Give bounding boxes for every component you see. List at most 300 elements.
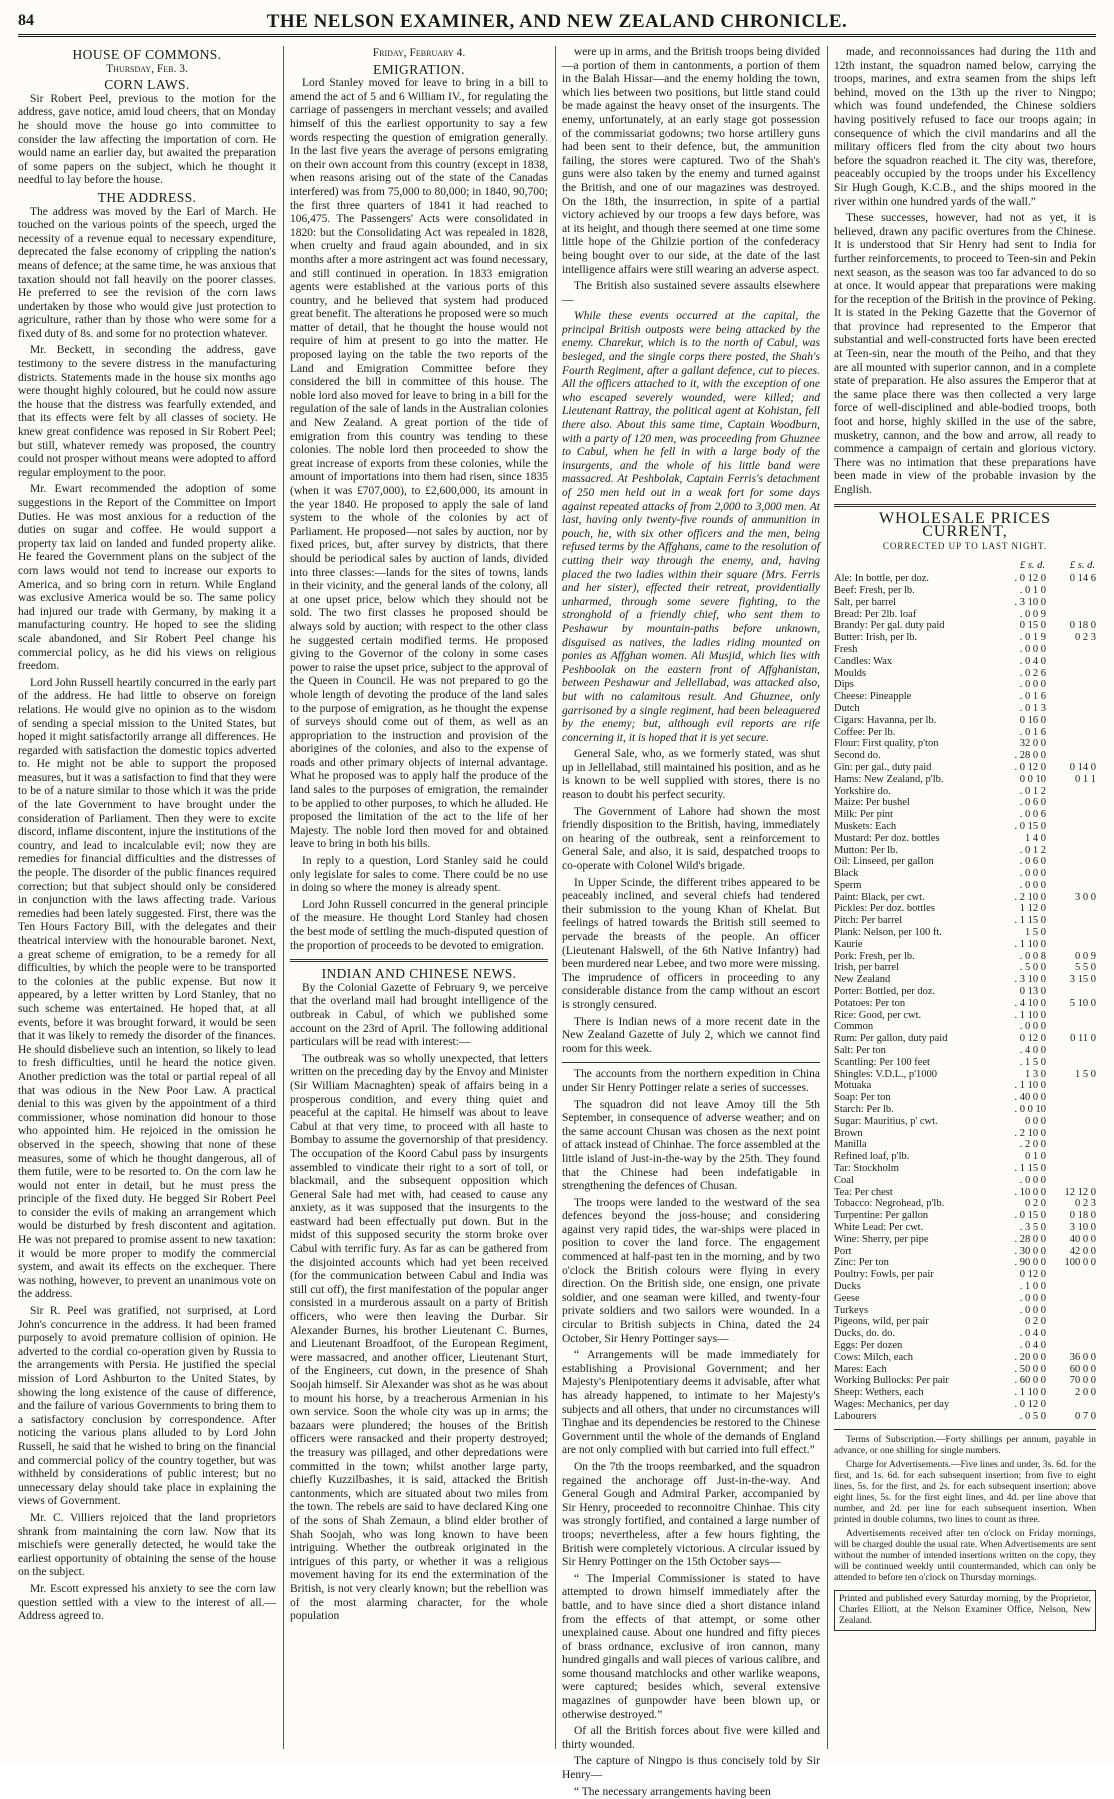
paragraph: Sir R. Peel was gratified, not surprised, at Lord John's concurrence in the address. It had been framed purposely to avoid premature collision of opinion. He adverted to the cordial co-operation given by Russia to the arrangements with Persia. He justified the special mission of Lord Ashburton to the United States, by showing the long existence of the cause of difference, and the failure of various Governments to bring them to a satisfactory conclusion by correspondence. After noticing the various plans alluded to by Lord John Russell, he said that he wished to bring on the financial and commercial policy of the country together, but was withheld by considerations of public interest; but no unnecessary delay should take place in explaining the views of Government. [18, 1305, 276, 1508]
price-item: Porter: Bottled, per doz. [834, 986, 936, 998]
price-to: 0 14 0 [1069, 761, 1096, 773]
price-row [834, 1316, 1096, 1328]
price-from: 0 12 0 [1019, 1269, 1047, 1281]
price-item: Dips [834, 679, 854, 691]
price-item: Salt: Per ton [834, 1045, 886, 1057]
prices-table [834, 559, 1096, 1422]
price-from: . 4 0 0 [1019, 1045, 1047, 1057]
price-from: . 1 15 0 [1014, 915, 1047, 927]
price-from: . 0 15 0 [1014, 1210, 1047, 1222]
price-to: 0 18 0 [1069, 1210, 1096, 1222]
currency-header-to: £ s. d. [1069, 560, 1095, 572]
price-to [1046, 750, 1096, 762]
price-item: Butter: Irish, per lb. [834, 632, 918, 644]
price-row [834, 962, 1096, 974]
price-to [1046, 597, 1096, 609]
price-row [834, 715, 1096, 727]
paragraph: “ Arrangements will be made immediately for establishing a Provisional Government; and her Majesty's Plenipotentiary deems it advisable, after what has already happened, to intimate to her Majesty's subjects and all others, that under no circumstances will Tinghae and its dependencies be restored to the Chinese Government until the whole of the demands of England are not only complied with but carried into full effect.” [562, 1349, 820, 1457]
price-row [834, 620, 1096, 632]
price-item: Beef: Fresh, per lb. [834, 584, 915, 596]
price-to: 0 14 6 [1069, 573, 1096, 585]
price-item: Coal [834, 1174, 854, 1186]
price-row [834, 1057, 1096, 1069]
price-item: Irish, per barrel [834, 962, 900, 974]
price-to: 12 12 0 [1064, 1186, 1096, 1198]
price-item: Mares: Each [834, 1363, 887, 1375]
section-divider [562, 1062, 820, 1063]
price-item: Cheese: Pineapple [834, 691, 912, 703]
price-to: 0 1 1 [1075, 773, 1096, 785]
paragraph: Mr. Escott expressed his anxiety to see the corn law question settled with a view to the interest of all.—Address agreed to. [18, 1582, 276, 1623]
price-row [834, 1222, 1096, 1234]
price-row [834, 1375, 1096, 1387]
price-to [1046, 1128, 1096, 1140]
price-to: 0 2 3 [1075, 1198, 1096, 1210]
price-item: Kaurie [834, 938, 863, 950]
price-to: 1 5 0 [1075, 1068, 1096, 1080]
price-item: Coffee: Per lb. [834, 726, 896, 738]
price-to [1046, 856, 1096, 868]
paragraph: Mr. Beckett, in seconding the address, gave testimony to the severe distress in the manufacturing districts. Statements made in the house six months ago were thought highly coloured, but he could now assure the house that the distress was fearfully extended, and that its effects were felt by all classes of society. He knew great confidence was reposed in Sir Robert Peel; but still, whatever remedy was proposed, the country could not prosper without means were adopted to afford regular employment to the poor. [18, 344, 276, 479]
price-row [834, 1257, 1096, 1269]
price-item: Fresh [834, 643, 858, 655]
price-from: . 1 5 0 [1019, 1056, 1047, 1068]
paragraph: These successes, however, had not as yet, it is believed, drawn any pacific overtures from the Chinese. It is understood that Sir Henry had sent to India for further reinforcements, to proceed to Teen-sin and Pekin next season, as the season was too far advanced to do so at once. It would appear that preparations were making for the reception of the British in the province of Peking. It is stated in the Peking Gazette that the Governor of that province had represented to the Emperor that substantial and well-constructed forts have been erected at Teen-sin, near the mouth of the Peiho, and that they are all mounted with superior cannon, and in a complete state of preparation. He also assures the Emperor that at the same place there was then collected a very large force of well-disciplined and able-bodied troops, both foot and horse, highly skilled in the use of the sabre, musketry, cannon, and the bow and arrow, all ready to commence a campaign of certain and glorious victory. There was no intimation that these preparations have been made in view of the probable invasion by the English. [834, 212, 1096, 496]
price-to [1046, 1316, 1096, 1328]
price-from: . 60 0 0 [1014, 1375, 1047, 1387]
price-row [834, 1198, 1096, 1210]
price-row [834, 998, 1096, 1010]
price-to [1046, 703, 1096, 715]
price-from: . 1 10 0 [1014, 938, 1047, 950]
prices-header-row [834, 559, 1096, 573]
price-from: . 0 6 0 [1019, 797, 1047, 809]
price-to [1046, 833, 1096, 845]
price-to: 0 7 0 [1075, 1410, 1096, 1422]
price-to [1046, 821, 1096, 833]
paragraph: Of all the British forces about five were killed and thirty wounded. [562, 1725, 820, 1751]
advertisement-notice: Advertisements received after ten o'clock on Friday mornings, will be charged double the usual rate. When Advertisements are sent without the number of intended insertions written on the copy, they will be continued weekly until countermanded, which can only be attended to before ten o'clock on Thursday mornings. [834, 1528, 1096, 1583]
price-from: . 1 10 0 [1014, 1080, 1047, 1092]
price-from: . 2 10 0 [1014, 1127, 1047, 1139]
price-to [1046, 1057, 1096, 1069]
section-divider [834, 504, 1096, 507]
price-item: Moulds [834, 667, 867, 679]
price-row [834, 1139, 1096, 1151]
subscription-terms: Terms of Subscription.—Forty shillings per annum, payable in advance, or one shilling for single numbers. [834, 1434, 1096, 1456]
price-row [834, 1021, 1096, 1033]
paragraph: Sir Robert Peel, previous to the motion for the address, gave notice, amid loud cheers, that on Monday he should move the house go into committee to consider the law affecting the importation of corn. He would name an earlier day, but awaited the preparation of some papers on the subject, which he thought it needful to lay before the house. [18, 92, 276, 187]
price-item: Mustard: Per doz. bottles [834, 832, 940, 844]
price-item: Pork: Fresh, per lb. [834, 950, 915, 962]
price-from: . 28 0 0 [1014, 1233, 1047, 1245]
paragraph: were up in arms, and the British troops being divided—a portion of them in cantonments, a portion of them in the Balah Hissar—and the enemy holding the town, which lies between two positions, but little stand could be made against the heavy onset of the insurgents. The enemy, unfortunately, at an early stage got possession of the commissariat godowns; two horse artillery guns had been sent to their defence, but, the ammunition failing, the stores were captured. Two of the Shah's guns were also taken by the enemy and turned against the British, and one of our magazines was destroyed. On the 18th, the insurrection, in spite of a partial victory achieved by our troops a few days before, was at its height, and though there seemed at one time some little hope of the Ghilzie portion of the confederacy being bought over to our side, at the date of the last intelligence affairs were still wearing an adverse aspect. [562, 46, 820, 276]
price-row [834, 597, 1096, 609]
price-from: . 3 10 0 [1014, 974, 1047, 986]
price-item: Zinc: Per ton [834, 1257, 889, 1269]
price-row [834, 1033, 1096, 1045]
price-to [1046, 1139, 1096, 1151]
price-item: Refined loaf, p'lb. [834, 1151, 910, 1163]
paragraph: The squadron did not leave Amoy till the 5th September, in consequence of adverse weather; and on the same account Chusan was chosen as the next point of attack instead of Chinhae. The force assembled at the little island of Just-in-the-way by the 25th. They found that the Chinese had been indefatigable in strengthening the defences of Chusan. [562, 1098, 820, 1193]
paragraph: The troops were landed to the westward of the sea defences beyond the joss-house; and considering against very rapid tides, the war-ships were placed in position to cover the land force. The engagement commenced at half-past ten in the morning, and by two o'clock the British colours were flying in every direction. On the British side, one ensign, one private soldier, and one seaman were killed, and twenty-four private soldiers and two sailors were wounded. In a circular to British subjects in China, dated the 24 October, Sir Henry Pottinger says— [562, 1196, 820, 1345]
price-item: Brown [834, 1127, 863, 1139]
price-from: 0 2 0 [1025, 1198, 1047, 1210]
price-from: . 0 4 0 [1019, 1328, 1047, 1340]
column-2 [290, 46, 548, 1751]
price-item: Yorkshire do. [834, 785, 891, 797]
price-item: Milk: Per pint [834, 809, 893, 821]
price-from: . 0 0 0 [1019, 679, 1047, 691]
price-item: Manilla [834, 1139, 867, 1151]
price-from: . 90 0 0 [1014, 1257, 1047, 1269]
price-to: 2 0 0 [1075, 1387, 1096, 1399]
price-row [834, 1387, 1096, 1399]
price-row [834, 1364, 1096, 1376]
price-from: 1 4 0 [1025, 832, 1047, 844]
price-row [834, 868, 1096, 880]
price-row [834, 1352, 1096, 1364]
price-to: 0 18 0 [1069, 620, 1096, 632]
price-to [1046, 880, 1096, 892]
price-row [834, 1080, 1096, 1092]
paragraph: “ The necessary arrangements having been [574, 1785, 771, 1798]
price-item: Eggs: Per dozen [834, 1339, 903, 1351]
price-from: . 5 0 0 [1019, 962, 1047, 974]
price-row [834, 679, 1096, 691]
price-to: 70 0 0 [1069, 1375, 1096, 1387]
price-row [834, 1187, 1096, 1199]
price-row [834, 903, 1096, 915]
paragraph: In Upper Scinde, the different tribes appeared to be peaceably inclined, and several chiefs had tendered their submission to the young Khan of Khelat. But feelings of hatred towards the British still seemed to pervade the breasts of the people. An officer (Lieutenant Halswell, of the 6th Native Infantry) had been murdered near Lebee, and two more were missing. The imprudence of officers in proceeding to any considerable distance from the camp without an escort is strongly censured. [562, 876, 821, 1011]
price-row [834, 880, 1096, 892]
price-to: 5 5 0 [1075, 962, 1096, 974]
price-to: 0 0 9 [1075, 950, 1096, 962]
price-from: . 28 0 0 [1014, 750, 1047, 762]
prices-subtitle: CORRECTED UP TO LAST NIGHT. [882, 540, 1048, 551]
price-from: . 4 10 0 [1014, 997, 1047, 1009]
price-row [834, 1092, 1096, 1104]
price-item: Port [834, 1245, 852, 1257]
price-row [834, 845, 1096, 857]
price-from: 1 3 0 [1025, 1068, 1047, 1080]
the-address-heading: THE ADDRESS. [97, 189, 197, 205]
price-row [834, 1293, 1096, 1305]
price-row [834, 939, 1096, 951]
price-row [834, 1246, 1096, 1258]
price-from: . 3 10 0 [1014, 596, 1047, 608]
price-item: Turkeys [834, 1304, 869, 1316]
paper-title: THE NELSON EXAMINER, AND NEW ZEALAND CHRONICLE. [266, 11, 848, 32]
price-from: 1 12 0 [1019, 903, 1047, 915]
price-item: Rum: Per gallon, duty paid [834, 1033, 948, 1045]
price-item: Wine: Sherry, per pipe [834, 1233, 929, 1245]
price-to [1046, 691, 1096, 703]
price-from: 0 12 0 [1019, 1033, 1047, 1045]
price-item: Candles: Wax [834, 655, 893, 667]
price-to [1046, 738, 1096, 750]
price-row [834, 1305, 1096, 1317]
price-to [1046, 845, 1096, 857]
price-item: Mutton: Per lb. [834, 844, 898, 856]
price-to [1046, 1151, 1096, 1163]
price-row [834, 915, 1096, 927]
price-from: . 0 4 0 [1019, 655, 1047, 667]
price-item: Sugar: Mauritius, p' cwt. [834, 1115, 938, 1127]
price-item: Salt, per barrel [834, 596, 897, 608]
price-row [834, 727, 1096, 739]
price-item: Black [834, 868, 859, 880]
price-from: . 40 0 0 [1014, 1092, 1047, 1104]
section-divider [290, 959, 548, 962]
page-number: 84 [18, 12, 34, 29]
price-to: 5 10 0 [1069, 997, 1096, 1009]
price-row [834, 1128, 1096, 1140]
column-divider [827, 46, 828, 1749]
price-from: . 50 0 0 [1014, 1363, 1047, 1375]
price-item: Working Bullocks: Per pair [834, 1375, 949, 1387]
price-row [834, 609, 1096, 621]
price-item: Sperm [834, 879, 862, 891]
price-from: . 0 0 0 [1019, 1304, 1047, 1316]
paragraph: Lord John Russell concurred in the general principle of the measure. He thought Lord Stanley had chosen the best mode of settling the much-disputed question of the proportion of proceeds to be devoted to emigration. [290, 898, 548, 952]
price-from: . 0 0 0 [1019, 879, 1047, 891]
column-4 [834, 46, 1096, 1751]
price-item: Poultry: Fowls, per pair [834, 1269, 934, 1281]
price-to [1046, 1293, 1096, 1305]
price-to: 3 0 0 [1075, 891, 1096, 903]
price-from: . 0 6 0 [1019, 856, 1047, 868]
price-from: . 1 15 0 [1014, 1163, 1047, 1175]
price-row [834, 691, 1096, 703]
price-from: . 30 0 0 [1014, 1245, 1047, 1257]
price-to [1046, 1328, 1096, 1340]
price-to: 42 0 0 [1069, 1245, 1096, 1257]
price-row [834, 821, 1096, 833]
price-item: Scantling: Per 100 feet [834, 1056, 930, 1068]
price-from: . 0 0 0 [1019, 1174, 1047, 1186]
price-to [1046, 585, 1096, 597]
price-item: White Lead: Per cwt. [834, 1222, 924, 1233]
price-from: . 0 0 0 [1019, 1292, 1047, 1304]
price-item: Dutch [834, 702, 860, 714]
paragraph: There is Indian news of a more recent date in the New Zealand Gazette of July 2, which we cannot find room for this week. [562, 1015, 820, 1055]
price-to: 36 0 0 [1069, 1351, 1096, 1363]
price-from: . 0 0 0 [1019, 643, 1047, 655]
price-row [834, 774, 1096, 786]
prices-title: WHOLESALE PRICES CURRENT, [879, 509, 1051, 541]
price-to [1046, 1399, 1096, 1411]
price-item: Sheep: Wethers, each [834, 1387, 924, 1399]
price-item: Pitch: Per barrel [834, 915, 903, 927]
price-item: Turpentine: Per gallon [834, 1210, 929, 1222]
price-to [1046, 1045, 1096, 1057]
price-from: . 1 0 0 [1019, 1280, 1047, 1292]
price-row [834, 1010, 1096, 1022]
price-row [834, 986, 1096, 998]
price-row [834, 668, 1096, 680]
price-row [834, 1411, 1096, 1423]
price-item: Rice: Good, per cwt. [834, 1009, 922, 1021]
price-item: Ale: In bottle, per doz. [834, 573, 930, 585]
price-row [834, 656, 1096, 668]
price-from: 1 5 0 [1025, 927, 1047, 939]
paragraph: Mr. Ewart recommended the adoption of some suggestions in the Report of the Committee on Import Duties. He was most anxious for a reduction of the duties on sugar and coffee. He would support a property tax laid on landed and funded property alike. He feared the Government plans on the subject of the corn laws would not tend to increase our exports to America, and so bring corn in return. While England was exclusive America would be so. The same policy had injured our trade with Germany, by making it a manufacturing country. He hoped to see the sliding scale abandoned, and Sir Robert Peel change his commercial policy, as he did his views on religious freedom. [18, 483, 276, 673]
price-to [1046, 1010, 1096, 1022]
price-row [834, 762, 1096, 774]
session-date: Friday, February 4. [372, 47, 466, 59]
price-row [834, 573, 1096, 585]
paragraph: Lord John Russell heartily concurred in the early part of the address. He had little to observe on foreign relations. He would give no opinion as to the wisdom of sending a special mission to the United States, but hoped it might satisfactorily arrange all differences. He regarded with satisfaction the domestic topics adverted to. He might not be able to support the proposed measures, but it was a satisfaction to find that they were to be of a nature similar to those which it was the pride of the late Government to have brought under the consideration of Parliament. Then they were to excite discord, inflame discontent, injure the institutions of the country, and lead to incalculable evil; now they are remedies for financial difficulties and the distresses of the people. The disorder of the public finances required correction; but that subject should only be considered in conjunction with the laws affecting trade. Various remedies had been lately suggested. First, there was the Ten Hours Factory Bill, with the delegates and their theatrical interview with the honourable baronet. Next, a great scheme of emigration, to be a remedy for all difficulties, by which the people were to be transported to the colonies at the public expense. But now it appeared, by a letter written by Lord Stanley, that no such scheme was entertained. He hoped that, at all events, before it was brought forward, it would be seen that it was likely to remedy the disorder of the finances. He should disbelieve such an intention, so likely to lead to fresh difficulties, until he heard the notice given. Another prediction was the total or partial repeal of all that was odious in the New Poor Law. A practical denial to this was given by the appointment of a third commissioner, whose nomination did honour to those who appointed him. He rejoiced in the omission he observed in the speech, showing that none of these measures, some of which he thought dangerous, all of them futile, were to be resorted to. On the corn law he would not enter in detail, but he must press the principle of the fixed duty. He begged Sir Robert Peel to consider the evils of making an arrangement which would be disturbed by fresh discontent and agitation. He was not prepared to promise assent to new taxation: it would be more proper to modify the commercial system, and await its effects on the exchequer. There was nothing, however, to prevent an unanimous vote on the address. [18, 676, 276, 1301]
price-item: Brandy: Per gal. duty paid [834, 620, 945, 632]
corn-laws-heading: CORN LAWS. [104, 77, 190, 93]
price-item: Ducks, do. do. [834, 1328, 895, 1340]
price-from: . 0 5 0 [1019, 1410, 1047, 1422]
advertisement-charges: Charge for Advertisements.—Five lines and under, 3s. 6d. for the first, and 1s. 6d. for each subsequent insertion; from five to eight lines, 5s. for the first, and 2s. for each subsequent insertion; above eight lines, 5s. for the first eight lines, and 4d. per line above that number, and 2d. per line for each subsequent insertion. When printed in double columns, two lines to count as three. [834, 1459, 1096, 1525]
price-row [834, 644, 1096, 656]
price-from: . 0 1 2 [1019, 844, 1047, 856]
price-from: 0 13 0 [1019, 986, 1047, 998]
price-from: . 2 10 0 [1014, 891, 1047, 903]
price-from: . 0 0 6 [1019, 809, 1047, 821]
price-to [1046, 903, 1096, 915]
price-to [1046, 1269, 1096, 1281]
price-to [1046, 644, 1096, 656]
price-to [1046, 679, 1096, 691]
paragraph: In reply to a question, Lord Stanley said he could only legislate for sales to come. There could be no use in doing so where the money is already spent. [290, 855, 548, 895]
price-item: Bread: Per 2lb. loaf [834, 608, 917, 620]
price-item: Tar: Stockholm [834, 1163, 899, 1175]
price-from: . 0 15 0 [1014, 820, 1047, 832]
price-item: Labourers [834, 1410, 877, 1422]
price-to: 0 2 3 [1075, 632, 1096, 644]
price-from: . 0 0 0 [1019, 1021, 1047, 1033]
price-to [1046, 927, 1096, 939]
price-row [834, 585, 1096, 597]
quoted-paragraph: While these events occurred at the capital, the principal British outposts were being attacked by the enemy. Charekur, which is to the north of Cabul, was besieged, and the single corps there posted, the Shah's Fourth Regiment, after a gallant defence, cut to pieces. All the officers attached to it, with the exception of one who escaped severely wounded, were killed; and Lieutenant Rattray, the political agent at Kohistan, fell there also. About this same time, Captain Woodburn, with a party of 120 men, was proceeding from Ghuznee to Cabul, when he fell in with a large body of the insurgents, and the whole of his little band were massacred. At Peshbolak, Captain Ferris's detachment of 250 men held out in a weak fort for some days against repeated attacks of from 2,000 to 3,000 men. At last, having only twenty-five rounds of ammunition in pouch, he, with six other officers and the men, being refused terms by the Affghans, came to the resolution of cutting their way through the enemy, and, having placed the two ladies within their square (Mrs. Ferris and her sister), effected their retreat, providentially unharmed, through some severe fighting, to the stronghold of a friendly chief, who sent them to Peshawur by mountain-paths before unknown, disguised as natives, the ladies riding mounted on ponies as Affghan women. Ali Musjid, which lies with Peshboolak on the eastern front of Affghanistan, between Peshawur and Jellellabad, was attacked also, but with no calamitous result. And Ghuznee, only garrisoned by a single regiment, had been beleaguered by the enemy; but, although evil reports are rife concerning it, it is hoped that it is yet secure. [562, 310, 820, 744]
indian-chinese-news-heading: INDIAN AND CHINESE NEWS. [321, 966, 517, 982]
price-from: . 0 1 3 [1019, 702, 1047, 714]
price-item: Cigars: Havanna, per lb. [834, 714, 937, 726]
price-to [1046, 986, 1096, 998]
price-row [834, 1045, 1096, 1057]
price-item: Geese [834, 1292, 860, 1304]
price-to [1046, 786, 1096, 798]
price-from: . 0 0 0 [1019, 868, 1047, 880]
price-row [834, 951, 1096, 963]
price-from: 0 0 0 [1025, 1115, 1047, 1127]
price-to [1046, 797, 1096, 809]
price-to [1046, 1104, 1096, 1116]
paragraph: The address was moved by the Earl of March. He touched on the various points of the speech, urged the necessity of a revenue equal to necessary expenditure, deprecated the false economy of crippling the nation's means of defence; at the same time, he was anxious that taxation should not fall heavily on the poorer classes. He preferred to see the revision of the corn laws undertaken by those who would give just protection to agriculture, rather than by those who were some for a fixed duty of 8s. and some for no protection whatever. [18, 205, 276, 340]
price-row [834, 1234, 1096, 1246]
price-from: . 0 1 6 [1019, 691, 1047, 703]
session-date: Thursday, Feb. 3. [106, 62, 188, 75]
price-from: . 10 0 0 [1014, 1186, 1047, 1198]
paragraph: General Sale, who, as we formerly stated, was shut up in Jellellabad, still maintained his position, and as he is known to be well supplied with stores, there is no reason to doubt his perfect security. [562, 748, 820, 802]
price-from: . 0 1 2 [1019, 785, 1047, 797]
price-row [834, 1175, 1096, 1187]
price-row [834, 1069, 1096, 1081]
price-row [834, 1399, 1096, 1411]
price-to [1046, 656, 1096, 668]
price-to: 0 11 0 [1070, 1033, 1096, 1045]
emigration-heading: EMIGRATION. [373, 61, 465, 77]
paragraph: The British also sustained severe assaults elsewhere— [562, 280, 820, 306]
price-row [834, 1151, 1096, 1163]
masthead [18, 10, 1096, 37]
price-from: 0 2 0 [1025, 1316, 1047, 1328]
section-divider [834, 1429, 1096, 1430]
price-row [834, 738, 1096, 750]
price-item: Ducks [834, 1280, 861, 1292]
price-to [1046, 939, 1096, 951]
price-item: New Zealand [834, 974, 891, 986]
price-to [1046, 1305, 1096, 1317]
price-from: . 20 0 0 [1014, 1351, 1047, 1363]
price-to: 3 10 0 [1069, 1222, 1096, 1233]
price-item: Cows: Milch, each [834, 1351, 914, 1363]
price-item: Flour: First quality, p'ton [834, 738, 939, 750]
price-row [834, 1116, 1096, 1128]
price-to [1046, 868, 1096, 880]
price-item: Paint: Black, per cwt. [834, 891, 925, 903]
price-to [1046, 609, 1096, 621]
price-from: . 0 12 0 [1014, 573, 1047, 585]
price-item: Tea: Per chest [834, 1186, 893, 1198]
price-row [834, 1163, 1096, 1175]
price-from: . 1 10 0 [1014, 1009, 1047, 1021]
price-item: Gin: per gal., duty paid [834, 761, 932, 773]
paragraph: “ The Imperial Commissioner is stated to have attempted to drown himself immediately after the battle, and to have since died a short distance inland from the effects of that attempt, or some other unexplained cause. About one hundred and fifty pieces of brass ordnance, exclusive of iron cannon, many hundred gingalls and wall pieces of various calibre, and some thousand matchlocks and other warlike weapons, were captured; besides which, several extensive magazines of gunpowder have been blown up, or otherwise destroyed.” [562, 1572, 820, 1721]
house-of-commons-heading: HOUSE OF COMMONS. [72, 47, 222, 62]
price-item: Motuaka [834, 1080, 872, 1092]
price-row [834, 1269, 1096, 1281]
price-item: Starch: Per lb. [834, 1104, 894, 1116]
price-row [834, 750, 1096, 762]
price-from: . 3 5 0 [1019, 1222, 1047, 1233]
price-to [1046, 1281, 1096, 1293]
price-to [1046, 1175, 1096, 1187]
price-from: . 0 1 6 [1019, 726, 1047, 738]
price-from: 0 0 10 [1019, 773, 1047, 785]
price-to: 40 0 0 [1069, 1233, 1096, 1245]
price-from: . 0 0 10 [1014, 1104, 1047, 1116]
price-to: 60 0 0 [1069, 1363, 1096, 1375]
price-item: Common [834, 1021, 874, 1033]
price-from: . 0 12 0 [1014, 761, 1047, 773]
paragraph: Lord Stanley moved for leave to bring in a bill to amend the act of 5 and 6 William IV., for regulating the carriage of passengers in merchant vessels; and availed himself of this the earliest opportunity to say a few words respecting the question of emigration generally. In the last five years the average of persons emigrating on their own account from this country (except in 1838, when reasons arising out of the state of the Canadas interfered) was from 75,000 to 80,000; in 1840, 90,700; the first three quarters of 1841 it had reached to 106,475. The Passengers' Acts were consolidated in 1820: but the Consolidating Act was repealed in 1828, when cruelty and fraud again abounded, and in six months after a more astringent act was found necessary, and still continued in operation. In 1833 emigration agents were established at the various ports of this country, and he believed that system had produced great benefit. The alterations he proposed were so much matter of detail, that he thought the house would not require of him at present to go into the matter. He proposed laying on the table the two reports of the Land and Emigration Committee before they considered the bill in committee of this house. The noble lord also moved for leave to bring in a bill for the regulation of the sale of lands in the Australian colonies and New Zealand. A great portion of the tide of emigration from this country was tending to these colonies. The noble lord then proceeded to show the great increase of exports from these colonies, while the amount of importations into them had risen, since 1835 (when it was £707,000), to £2,600,000, its amount in the year 1840. He proposed to apply the sale of land system to the whole of the colonies by act of Parliament. He proposed—not sales by auction, nor by fixed prices, but, after survey by districts, that there should be periodical sales by auction of lands, divided into three classes:—lands for the sites of towns, lands in their vicinity, and the general lands of the colony, all at one upset price, below which they should not be sold. The two first classes he proposed should be always sold by auction; with respect to the other class he suggested certain modified terms. He proposed giving to the Governor of the colony in some cases power to raise the upset price, subject to the approval of the Queen in Council. He was not prepared to go the whole length of devoting the produce of the land sales to the purpose of emigration, as he thought the expense of surveys should come out of them, as well as an appropriation to the instruction and provision of the aborigines of the colonies, and also to the expense of roads and other primary objects of internal advantage. What he proposed was to apply half the produce of the land sales to the purposes of emigration, the remainder to be applied to other purposes, to which he alluded. He proposed the limitation of the act to the life of her Majesty. The noble lord then moved for and obtained leave to bring in both his bills. [290, 77, 548, 851]
price-row [834, 809, 1096, 821]
price-row [834, 1340, 1096, 1352]
price-from: 32 0 0 [1019, 738, 1047, 750]
price-to [1046, 1021, 1096, 1033]
price-to: 100 0 0 [1064, 1257, 1096, 1269]
paragraph: The outbreak was so wholly unexpected, that letters written on the preceding day by the Envoy and Minister (Sir William Macnaghten) speak of affairs being in a prosperous condition, and every thing quiet and peaceful at the capital. He himself was about to leave Cabul at that very time, to proceed with all haste to Bombay to assume the governorship of that presidency. The occupation of the Koord Cabul pass by insurgents assembled to vindicate their right to a sort of toll, or blackmail, and the subsequent opposition which General Sale had met with, had ceased to cause any anxiety, as it was supposed that the insurgents to the eastward had been effectually put down. But in the midst of this supposed security the storm broke over Cabul with terrific fury. As far as can be gathered from the disjointed accounts which had yet been received (for the communication between Cabul and India was still cut off), the first manifestation of the popular anger consisted in a murderous assault on a party of British officers, who were then leaving the Durbar. Sir Alexander Burnes, his brother Lieutenant C. Burnes, and Lieutenant Broadfoot, of the European Regiment, were massacred, and another officer, Lieutenant Sturt, of the Engineers, cut down, in the presence of Shah Soojah himself. Sir Alexander was shot as he was about to mount his horse, by a treacherous Armenian in his own service. Soon the whole city was up in arms; the bazaars were plundered; the houses of the British officers were ransacked and their property destroyed; the treasury was pillaged, and other depredations were committed in the town; whilst another large party, chiefly Kuzzilbashes, it is said, attacked the British cantonments, which are situated about two miles from the town. The rebels are said to have declared King one of the sons of Shah Zemaun, a blind elder brother of Shah Soojah, who was long known to have been intriguing. Whether the outbreak originated in the intrigues of this party, or whether it was a religious movement having for its end the extermination of the British, is not very clearly known; but the rebellion was of the most alarming character, for the whole population [290, 1052, 548, 1623]
price-row [834, 632, 1096, 644]
price-item: Shingles: V.D.L., p'1000 [834, 1068, 938, 1080]
paragraph: The Government of Lahore had shown the most friendly disposition to the British, having, immediately on hearing of the outbreak, sent a reinforcement to General Sale, and also, it is said, despatched troops to co-operate with Colonel Wild's brigade. [562, 805, 820, 873]
price-to [1046, 715, 1096, 727]
price-from: 0 1 0 [1025, 1151, 1047, 1163]
price-row [834, 1210, 1096, 1222]
price-to [1046, 1116, 1096, 1128]
price-from: 0 15 0 [1019, 620, 1047, 632]
price-item: Tobacco: Negrohead, p'lb. [834, 1198, 945, 1210]
price-row [834, 856, 1096, 868]
price-item: Pigeons, wild, per pair [834, 1316, 929, 1328]
paragraph: The accounts from the northern expedition in China under Sir Henry Pottinger relate a series of successes. [562, 1068, 820, 1094]
